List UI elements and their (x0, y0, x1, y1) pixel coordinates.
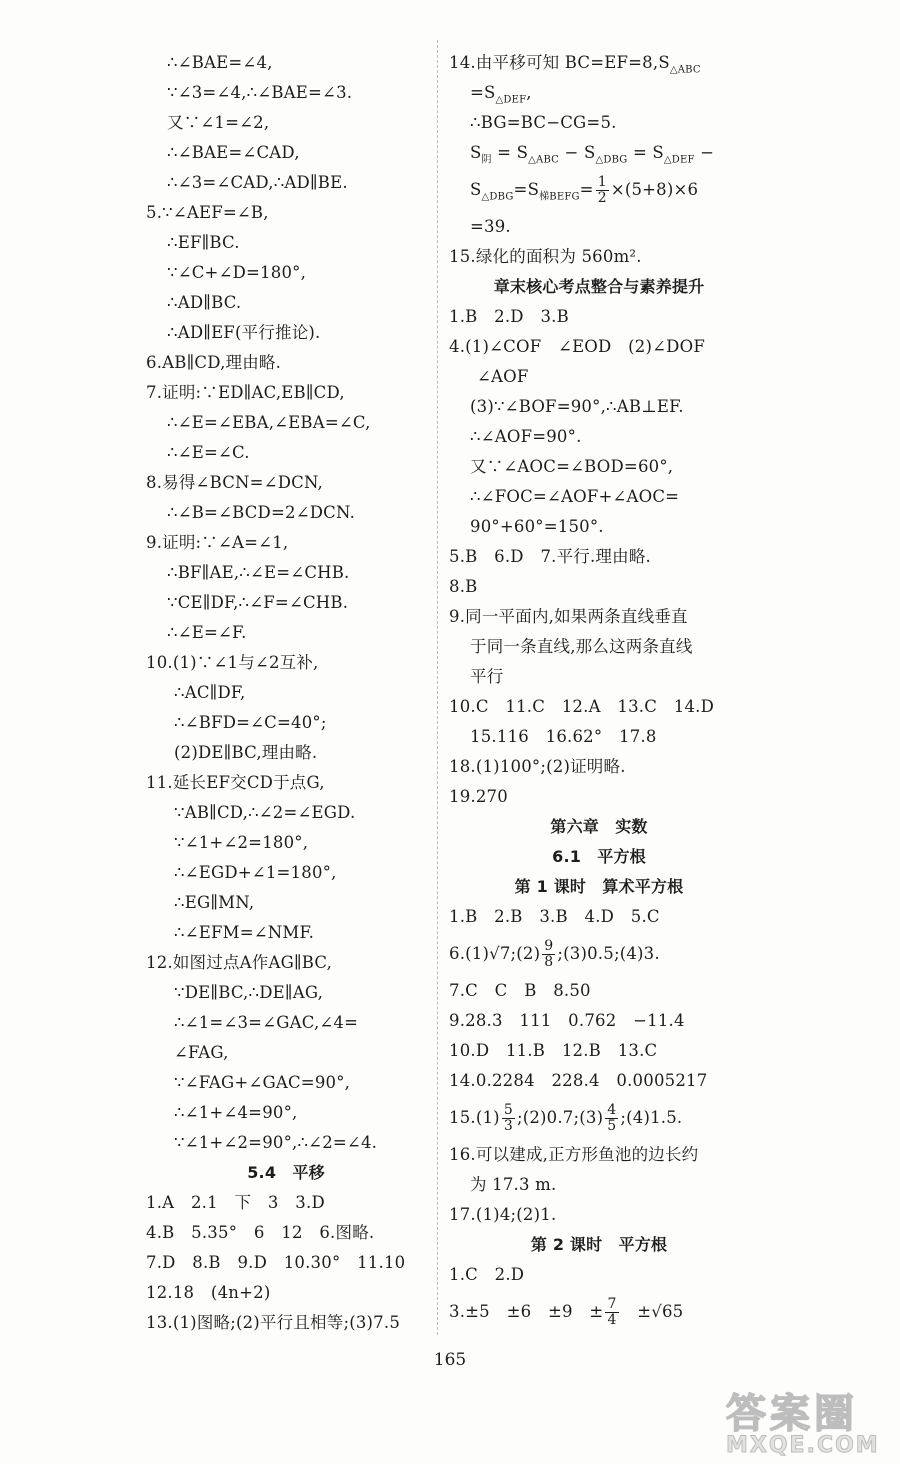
answer-line (449, 138, 749, 168)
answer-line (449, 78, 749, 108)
fraction (605, 1103, 618, 1134)
denominator: 2 (597, 190, 607, 206)
section-heading: 章末核心考点整合与素养提升 (493, 277, 705, 296)
answer-line (449, 1290, 749, 1334)
answer-line: 1.B 2.B 3.B 4.D 5.C (449, 907, 660, 926)
answer-line: 8.易得∠BCN=∠DCN, (146, 473, 323, 492)
answer-line: ∵∠C+∠D=180°, (167, 263, 307, 282)
text: = S (491, 143, 529, 162)
subscript: △DEF (495, 94, 527, 106)
watermark-logo (726, 1391, 896, 1460)
answer-line: 为 17.3 m. (470, 1175, 557, 1194)
lesson-heading: 第 1 课时 算术平方根 (514, 877, 684, 896)
answer-line: 7.证明:∵ED∥AC,EB∥CD, (146, 383, 345, 402)
answer-line: 8.B (449, 577, 478, 596)
text: S (470, 143, 482, 162)
watermark-url: MXQE.COM (726, 1433, 880, 1458)
answer-line: ∴BG=BC−CG=5. (470, 113, 617, 132)
text: 3.±5 ±6 ±9 ± (449, 1302, 604, 1321)
denominator: 8 (544, 954, 554, 970)
text: ;(3)0.5;(4)3. (557, 944, 660, 963)
answer-line: ∠AOF (477, 367, 529, 386)
fraction (605, 1297, 618, 1328)
answer-line: ∴AD∥EF(平行推论). (167, 323, 321, 342)
denominator: 3 (503, 1118, 513, 1134)
answer-line: ∠FAG, (174, 1043, 229, 1062)
answer-line: 10.(1)∵∠1与∠2互补, (146, 653, 319, 672)
numerator: 5 (503, 1102, 513, 1118)
subscript: △DBG (595, 154, 628, 166)
answer-line: 12.如图过点A作AG∥BC, (146, 953, 333, 972)
answer-line: 9.28.3 111 0.762 −11.4 (449, 1011, 685, 1030)
text: = (579, 180, 594, 199)
numerator: 4 (607, 1102, 617, 1118)
answer-line: 14.0.2284 228.4 0.0005217 (449, 1071, 708, 1090)
answer-line: 于同一条直线,那么这两条直线 (470, 637, 693, 656)
answer-line: ∴BF∥AE,∴∠E=∠CHB. (167, 563, 350, 582)
text: 6.(1)√7;(2) (449, 944, 541, 963)
column-divider (437, 40, 438, 1335)
answer-line: ∵∠FAG+∠GAC=90°, (174, 1073, 351, 1092)
answer-line: ∵DE∥BC,∴DE∥AG, (174, 983, 324, 1002)
answer-line: ∴AD∥BC. (167, 293, 242, 312)
answer-line: ∴∠E=∠F. (167, 623, 247, 642)
subscript: 梯BEFG (539, 191, 580, 203)
subscript: △DEF (663, 154, 695, 166)
numerator: 9 (544, 938, 554, 954)
answer-line (449, 48, 749, 78)
answer-line: ∵∠3=∠4,∴∠BAE=∠3. (167, 83, 353, 102)
subscript: △ABC (528, 154, 560, 166)
answer-line: ∴∠BAE=∠4, (167, 53, 273, 72)
answer-line: ∴∠E=∠C. (167, 443, 250, 462)
answer-line: 平行 (470, 667, 504, 686)
page-number: 165 (433, 1350, 467, 1370)
fraction (596, 175, 609, 206)
subscript: △ABC (669, 64, 701, 76)
section-heading: 5.4 平移 (247, 1163, 325, 1182)
answer-line: ∴∠FOC=∠AOF+∠AOC= (470, 487, 680, 506)
answer-line: ∴∠1=∠3=∠GAC,∠4= (174, 1013, 359, 1032)
answer-line: 17.(1)4;(2)1. (449, 1205, 557, 1224)
answer-line: ∴∠BFD=∠C=40°; (174, 713, 327, 732)
answer-line: 6.AB∥CD,理由略. (146, 353, 282, 372)
answer-line: ∴∠B=∠BCD=2∠DCN. (167, 503, 356, 522)
answer-line: 5.∵∠AEF=∠B, (146, 203, 269, 222)
answer-line (449, 168, 749, 212)
answer-line: 1.B 2.D 3.B (449, 307, 569, 326)
answer-line: ∵AB∥CD,∴∠2=∠EGD. (174, 803, 356, 822)
fraction (542, 939, 555, 970)
answer-line: ∴EF∥BC. (167, 233, 240, 252)
answer-line: 15.116 16.62° 17.8 (470, 727, 657, 746)
answer-line: ∴EG∥MN, (174, 893, 255, 912)
answer-line: 4.(1)∠COF ∠EOD (2)∠DOF (449, 337, 705, 356)
denominator: 4 (607, 1312, 617, 1328)
chapter-heading: 第六章 实数 (550, 817, 648, 836)
text: − (694, 143, 715, 162)
answer-line: 10.C 11.C 12.A 13.C 14.D (449, 697, 715, 716)
watermark-text: 答案圈 (726, 1391, 858, 1437)
answer-line: 又∵∠AOC=∠BOD=60°, (470, 457, 674, 476)
answer-line: 16.可以建成,正方形鱼池的边长约 (449, 1145, 699, 1164)
text: =S (513, 180, 540, 199)
subscript: 阴 (481, 154, 492, 166)
answer-line: ∴AC∥DF, (174, 683, 246, 702)
text: 14.由平移可知 BC=EF=8,S (449, 53, 670, 72)
answer-line: 15.绿化的面积为 560m². (449, 247, 642, 266)
answer-line: 4.B 5.35° 6 12 6.图略. (146, 1223, 375, 1242)
text: S (470, 180, 482, 199)
answer-line: 9.证明:∵∠A=∠1, (146, 533, 289, 552)
text: ±√65 (620, 1302, 684, 1321)
answer-line: 11.延长EF交CD于点G, (146, 773, 325, 792)
text: 15.(1) (449, 1108, 500, 1127)
answer-line: 1.A 2.1 下 3 3.D (146, 1193, 325, 1212)
answer-line: ∴∠EGD+∠1=180°, (174, 863, 337, 882)
answer-line: 又∵∠1=∠2, (167, 113, 270, 132)
answer-line: ∴∠3=∠CAD,∴AD∥BE. (167, 173, 348, 192)
answer-line: =39. (470, 217, 511, 236)
answer-line: ∴∠AOF=90°. (470, 427, 582, 446)
lesson-heading: 第 2 课时 平方根 (530, 1235, 668, 1254)
right-column (449, 48, 749, 1334)
numerator: 7 (607, 1296, 617, 1312)
answer-line: 7.D 8.B 9.D 10.30° 11.10 (146, 1253, 406, 1272)
answer-line: 12.18 (4n+2) (146, 1283, 271, 1302)
answer-line: ∴∠1+∠4=90°, (174, 1103, 298, 1122)
answer-line: 18.(1)100°;(2)证明略. (449, 757, 626, 776)
text: ×(5+8)×6 (610, 180, 699, 199)
answer-line: 10.D 11.B 12.B 13.C (449, 1041, 658, 1060)
denominator: 5 (607, 1118, 617, 1134)
text: = S (627, 143, 664, 162)
answer-line: ∵CE∥DF,∴∠F=∠CHB. (167, 593, 349, 612)
left-column (146, 48, 426, 1338)
answer-line: 1.C 2.D (449, 1265, 525, 1284)
answer-line: ∵∠1+∠2=180°, (174, 833, 309, 852)
answer-line: 9.同一平面内,如果两条直线垂直 (449, 607, 688, 626)
text: , (526, 83, 532, 102)
answer-line: 7.C C B 8.50 (449, 981, 591, 1000)
text: ;(2)0.7;(3) (516, 1108, 604, 1127)
numerator: 1 (597, 174, 607, 190)
answer-line: ∴∠EFM=∠NMF. (174, 923, 315, 942)
answer-line: ∴∠E=∠EBA,∠EBA=∠C, (167, 413, 371, 432)
answer-line (449, 932, 749, 976)
answer-line: 13.(1)图略;(2)平行且相等;(3)7.5 (146, 1313, 401, 1332)
text: − S (559, 143, 596, 162)
section-heading: 6.1 平方根 (552, 847, 646, 866)
answer-line (449, 1096, 749, 1140)
answer-line: (3)∵∠BOF=90°,∴AB⊥EF. (470, 397, 684, 416)
text: ;(4)1.5. (620, 1108, 683, 1127)
subscript: △DBG (481, 191, 514, 203)
answer-line: 90°+60°=150°. (470, 517, 604, 536)
answer-line: (2)DE∥BC,理由略. (174, 743, 318, 762)
text: =S (470, 83, 496, 102)
fraction (502, 1103, 515, 1134)
answer-line: 19.270 (449, 787, 508, 806)
answer-line: ∵∠1+∠2=90°,∴∠2=∠4. (174, 1133, 378, 1152)
answer-line: ∴∠BAE=∠CAD, (167, 143, 300, 162)
answer-line: 5.B 6.D 7.平行.理由略. (449, 547, 651, 566)
